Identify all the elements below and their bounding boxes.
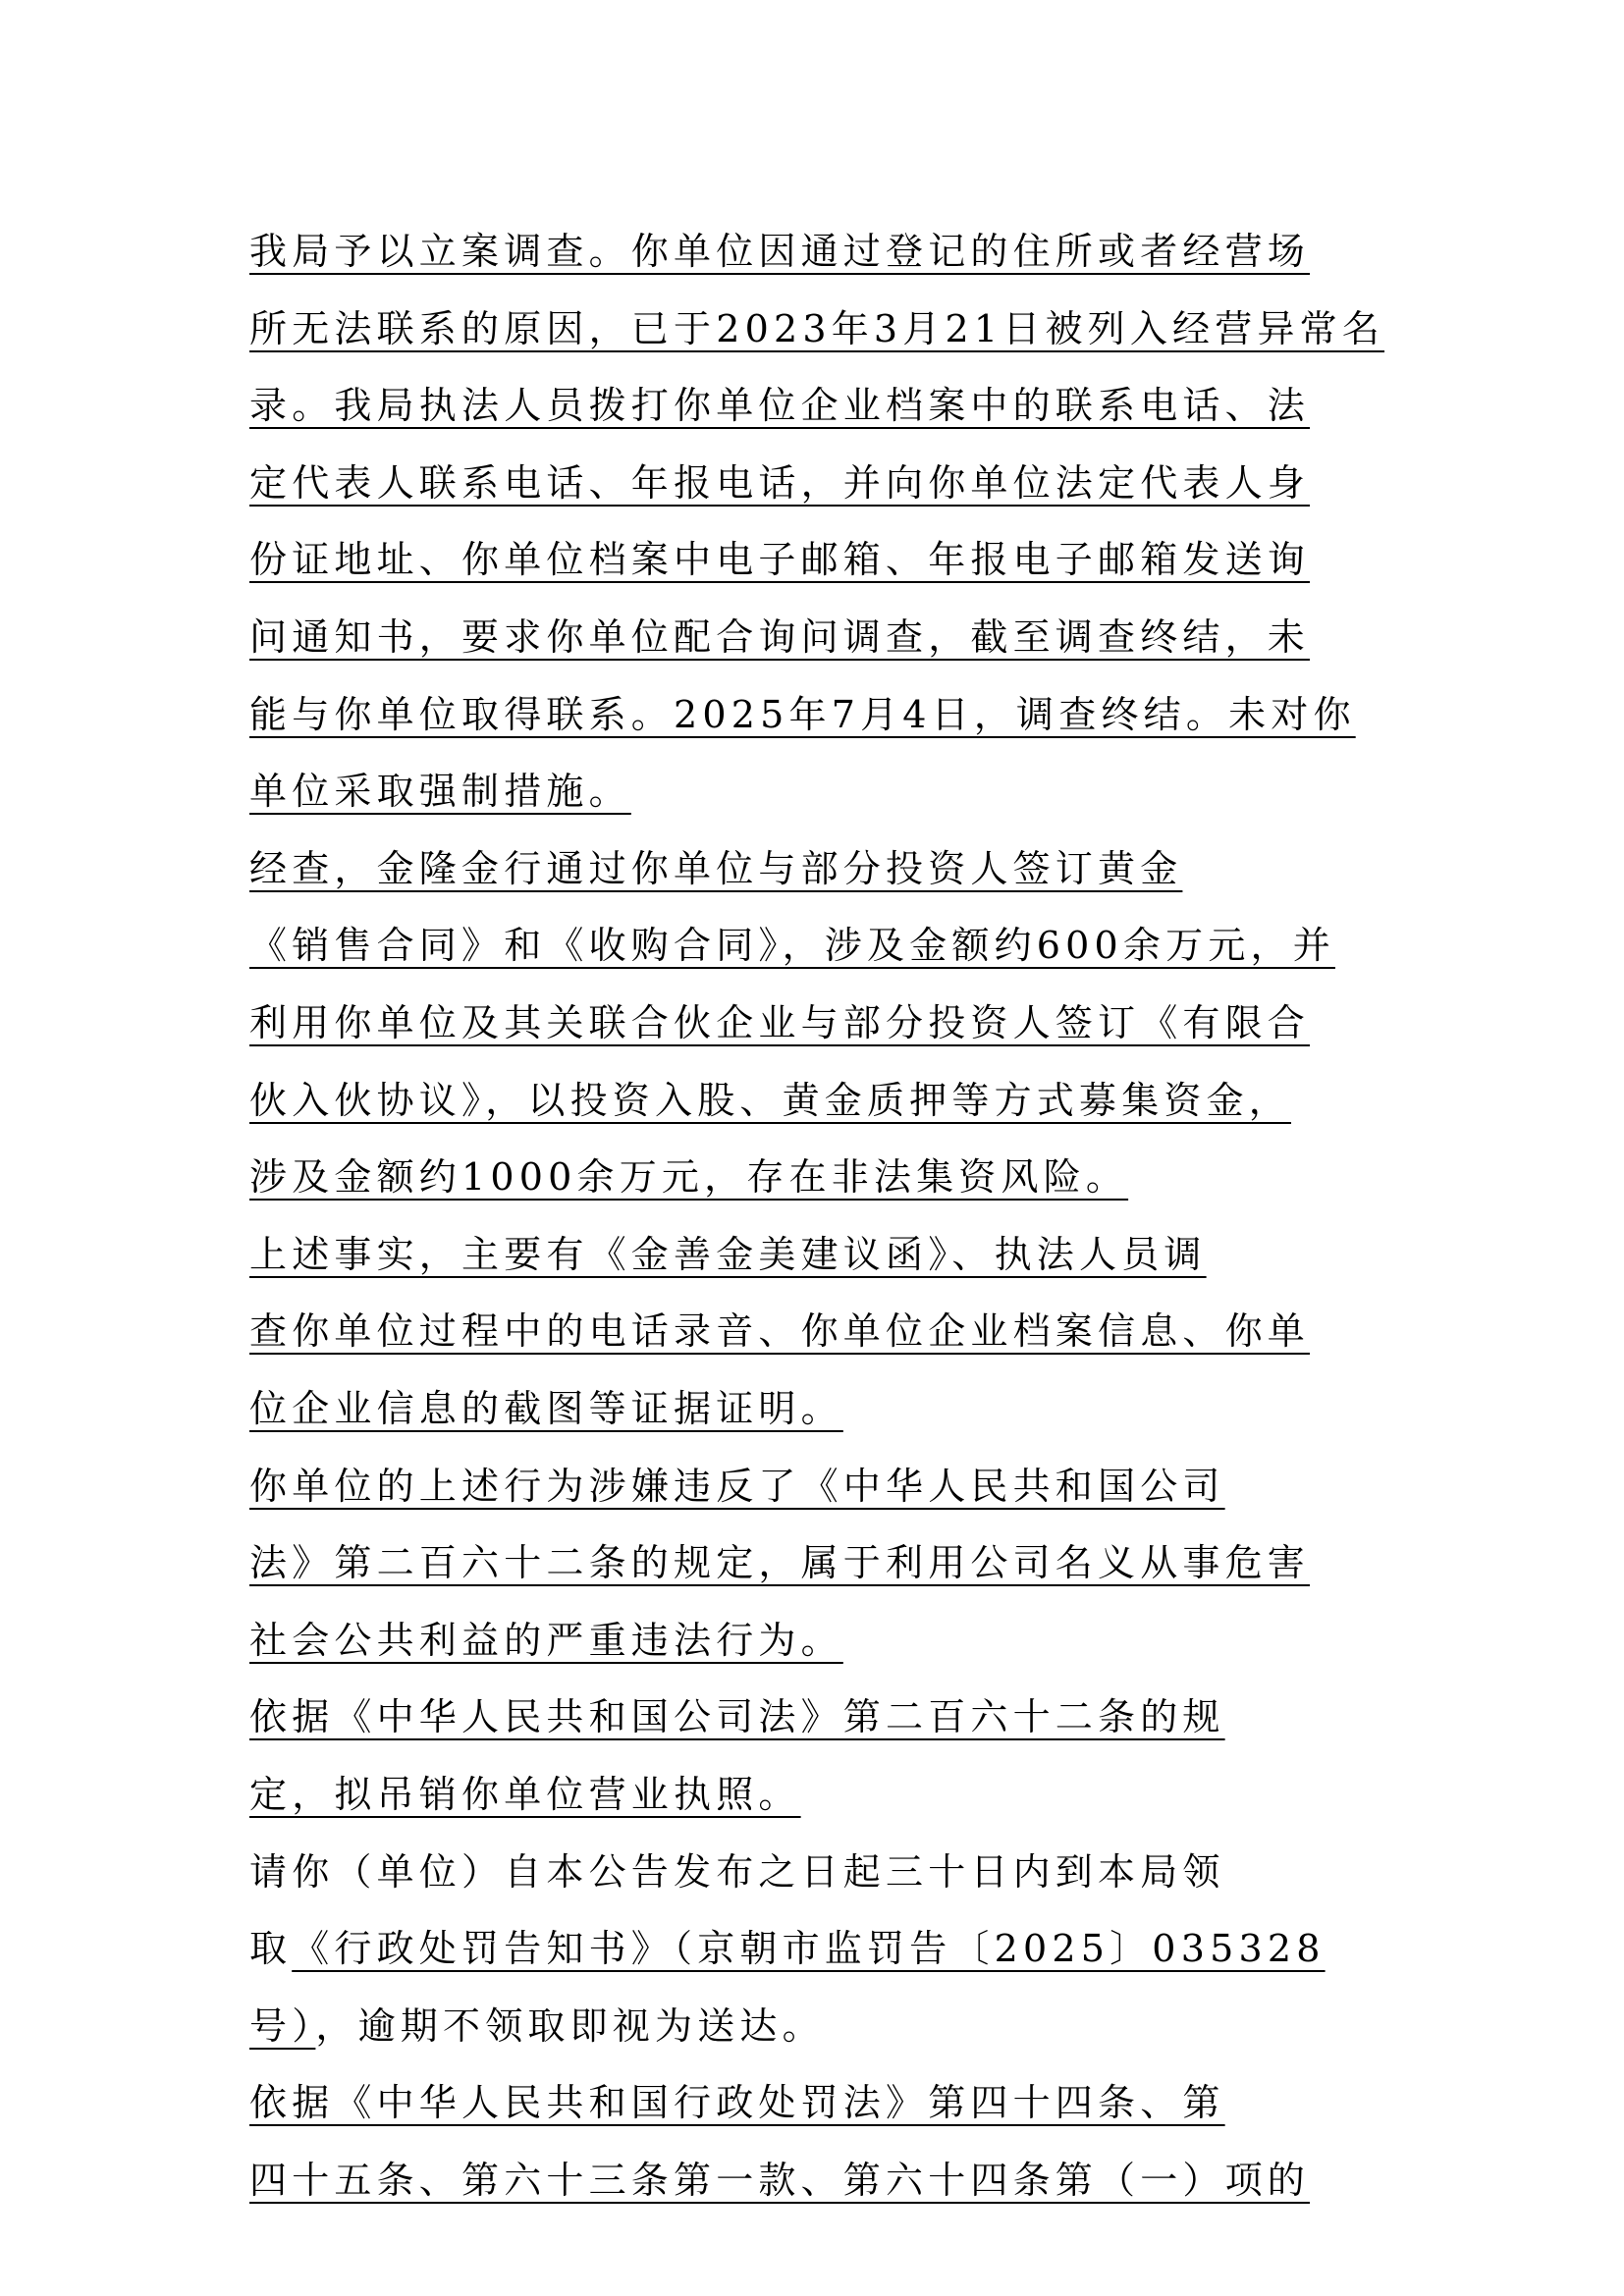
underlined-text: 份证地址、你单位档案中电子邮箱、年报电子邮箱发送询 — [249, 538, 1311, 582]
underlined-text: 《行政处罚告知书》（京朝市监罚告〔2025〕035328 — [292, 1927, 1326, 1971]
text-line — [249, 455, 1310, 510]
text-line — [249, 918, 1335, 973]
underlined-text: 社会公共利益的严重违法行为。 — [249, 1618, 843, 1662]
text-line — [249, 1535, 1310, 1590]
underlined-text: 定代表人联系电话、年报电话，并向你单位法定代表人身 — [249, 460, 1311, 505]
underlined-text: 经查，金隆金行通过你单位与部分投资人签订黄金 — [249, 846, 1183, 890]
text-line — [249, 1073, 1291, 1128]
text-line — [249, 301, 1384, 356]
underlined-text: 查你单位过程中的电话录音、你单位企业档案信息、你单 — [249, 1309, 1311, 1354]
text-line — [249, 1689, 1225, 1744]
underlined-text: 依据《中华人民共和国公司法》第二百六十二条的规 — [249, 1695, 1225, 1739]
underlined-text: 问通知书，要求你单位配合询问调查，截至调查终结，未 — [249, 615, 1311, 659]
text-segment: 取 — [249, 1927, 293, 1971]
underlined-text: 能与你单位取得联系。2025年7月4日，调查终结。未对你 — [249, 692, 1356, 736]
underlined-text: 单位采取强制措施。 — [249, 770, 631, 814]
text-line — [249, 995, 1310, 1050]
underlined-text: 《销售合同》和《收购合同》，涉及金额约600余万元，并 — [249, 924, 1335, 968]
underlined-text: 依据《中华人民共和国行政处罚法》第四十四条、第 — [249, 2081, 1225, 2125]
underlined-text: 号） — [249, 2003, 316, 2048]
text-line — [249, 687, 1356, 742]
text-line — [249, 841, 1182, 896]
underlined-text: 位企业信息的截图等证据证明。 — [249, 1387, 843, 1430]
text-line — [249, 610, 1310, 665]
underlined-text: 你单位的上述行为涉嫌违反了《中华人民共和国公司 — [249, 1464, 1225, 1508]
text-line — [249, 1304, 1310, 1359]
text-line — [249, 532, 1310, 587]
text-line — [249, 1227, 1207, 1282]
text-segment: ，逾期不领取即视为送达。 — [315, 2003, 825, 2048]
text-segment: 请你（单位）自本公告发布之日起三十日内到本局领 — [249, 1849, 1225, 1894]
text-line — [249, 1999, 825, 2054]
underlined-text: 涉及金额约1000余万元，存在非法集资风险。 — [249, 1155, 1129, 1200]
underlined-text: 录。我局执法人员拨打你单位企业档案中的联系电话、法 — [249, 384, 1311, 428]
text-line — [249, 764, 631, 819]
underlined-text: 上述事实，主要有《金善金美建议函》、执法人员调 — [249, 1232, 1207, 1276]
underlined-text: 四十五条、第六十三条第一款、第六十四条第（一）项的 — [249, 2159, 1311, 2202]
text-line — [249, 1767, 801, 1822]
underlined-text: 法》第二百六十二条的规定，属于利用公司名义从事危害 — [249, 1541, 1311, 1585]
text-line — [249, 2153, 1310, 2208]
text-line — [249, 378, 1310, 433]
underlined-text: 所无法联系的原因，已于2023年3月21日被列入经营异常名 — [249, 306, 1385, 350]
text-line — [249, 1149, 1128, 1204]
text-line — [249, 1921, 1326, 1976]
underlined-text: 我局予以立案调查。你单位因通过登记的住所或者经营场 — [249, 230, 1311, 273]
text-line — [249, 1459, 1225, 1514]
underlined-text: 定，拟吊销你单位营业执照。 — [249, 1773, 801, 1816]
text-line — [249, 1381, 843, 1436]
text-line — [249, 1613, 843, 1668]
underlined-text: 利用你单位及其关联合伙企业与部分投资人签订《有限合 — [249, 1001, 1311, 1044]
text-line — [249, 2075, 1225, 2130]
underlined-text: 伙入伙协议》，以投资入股、黄金质押等方式募集资金， — [249, 1078, 1292, 1122]
text-line — [249, 1844, 1225, 1899]
text-line — [249, 224, 1310, 279]
